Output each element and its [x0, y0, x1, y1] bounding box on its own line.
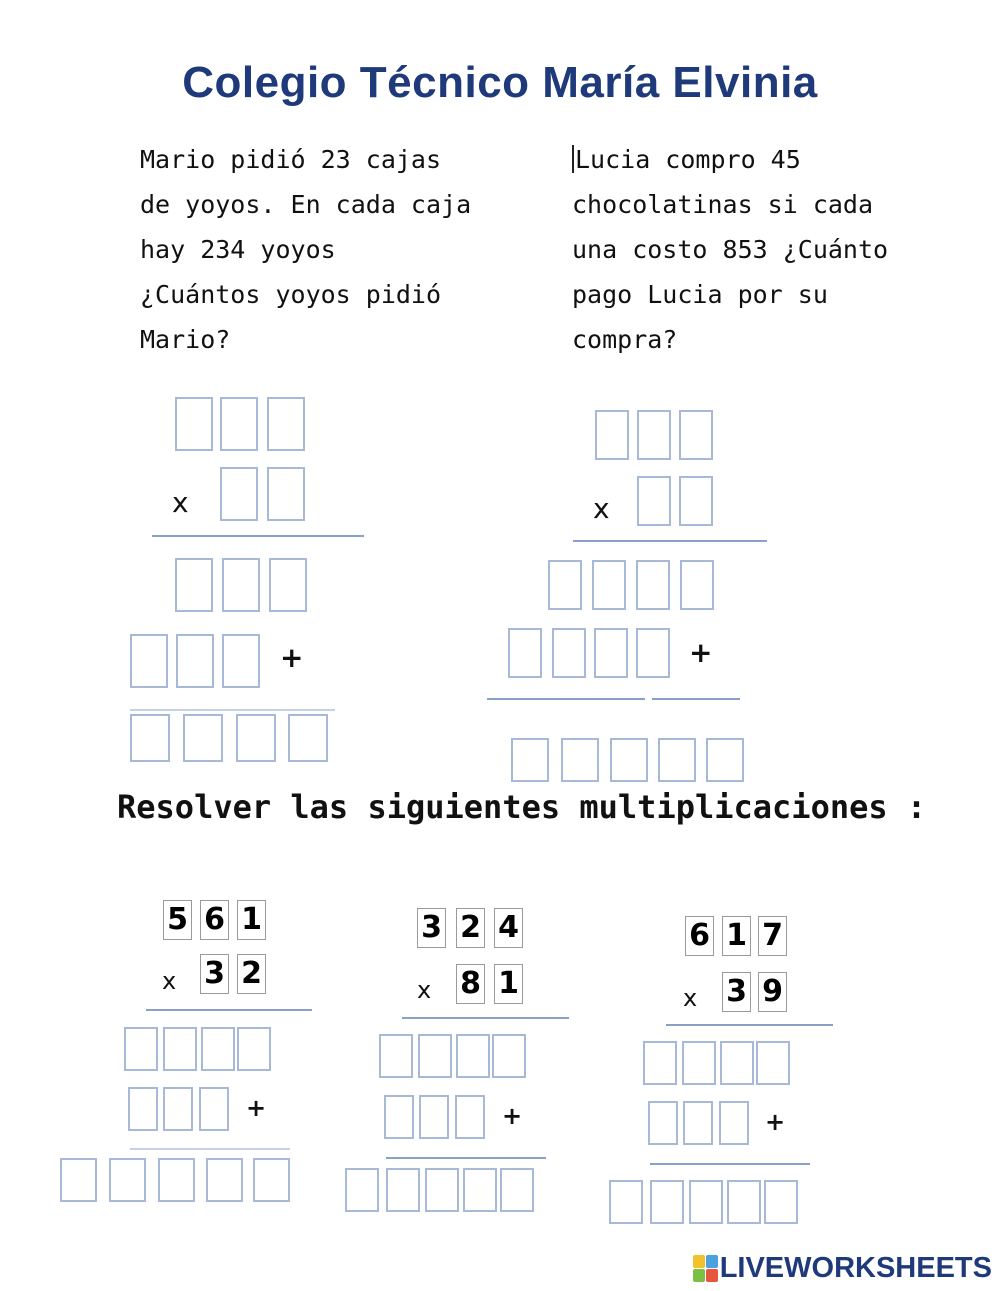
worksheet-title: Colegio Técnico María Elvinia: [182, 58, 818, 107]
answer-box[interactable]: [756, 1041, 790, 1085]
logo-block: [693, 1255, 705, 1268]
answer-box[interactable]: [637, 476, 671, 526]
answer-box[interactable]: [682, 1041, 716, 1085]
answer-box[interactable]: [379, 1034, 413, 1078]
problem-1-line: Mario?: [140, 325, 231, 354]
plus-sign: +: [246, 1094, 267, 1122]
answer-box[interactable]: [643, 1041, 677, 1085]
answer-box[interactable]: [658, 738, 696, 782]
answer-box[interactable]: [158, 1158, 195, 1202]
problem-1-line: de yoyos. En cada caja: [140, 190, 472, 219]
multiplicand-digit: 6: [685, 916, 714, 956]
answer-box[interactable]: [683, 1101, 713, 1145]
answer-box[interactable]: [386, 1168, 420, 1212]
problem-2-line: compra?: [572, 325, 678, 354]
problem-1-line: ¿Cuántos yoyos pidió: [140, 280, 442, 309]
answer-box[interactable]: [720, 1041, 754, 1085]
answer-box[interactable]: [124, 1027, 158, 1071]
answer-box[interactable]: [163, 1027, 197, 1071]
answer-box[interactable]: [130, 714, 170, 762]
problem-2-line: pago Lucia por su: [572, 280, 828, 309]
answer-box[interactable]: [636, 628, 670, 678]
answer-box[interactable]: [175, 558, 213, 612]
sum-line: [402, 1017, 569, 1019]
answer-box[interactable]: [706, 738, 744, 782]
answer-box[interactable]: [548, 560, 582, 610]
plus-sign: +: [280, 641, 304, 674]
plus-sign: +: [765, 1108, 786, 1136]
answer-box[interactable]: [508, 628, 542, 678]
problem-2-line: Lucia compro 45: [575, 145, 801, 174]
answer-box[interactable]: [175, 397, 213, 451]
logo-block: [706, 1269, 718, 1282]
multiplier-digit: 3: [200, 954, 229, 994]
answer-box[interactable]: [455, 1095, 485, 1139]
multiplicand-digit: 2: [456, 908, 485, 948]
answer-box[interactable]: [609, 1180, 643, 1224]
answer-box[interactable]: [764, 1180, 798, 1224]
logo-block: [706, 1255, 718, 1268]
multiplier-digit: 1: [494, 964, 523, 1004]
answer-box[interactable]: [636, 560, 670, 610]
sum-line: [487, 698, 645, 700]
answer-box[interactable]: [500, 1168, 534, 1212]
plus-sign: +: [689, 636, 713, 669]
sum-line: [386, 1157, 546, 1159]
word-problem-1: [140, 137, 471, 362]
answer-box[interactable]: [456, 1034, 490, 1078]
answer-box[interactable]: [269, 558, 307, 612]
logo-blocks-icon: [693, 1255, 718, 1282]
answer-box[interactable]: [594, 628, 628, 678]
answer-box[interactable]: [267, 397, 305, 451]
answer-box[interactable]: [201, 1027, 235, 1071]
answer-box[interactable]: [267, 467, 305, 521]
answer-box[interactable]: [648, 1101, 678, 1145]
times-sign: x: [417, 976, 432, 1004]
plus-sign: +: [502, 1102, 523, 1130]
answer-box[interactable]: [176, 634, 214, 688]
answer-box[interactable]: [679, 410, 713, 460]
answer-box[interactable]: [418, 1034, 452, 1078]
multiplicand-digit: 3: [417, 908, 446, 948]
answer-box[interactable]: [689, 1180, 723, 1224]
answer-box[interactable]: [345, 1168, 379, 1212]
answer-box[interactable]: [650, 1180, 684, 1224]
problem-2-line: chocolatinas si cada: [572, 190, 874, 219]
multiplier-digit: 8: [456, 964, 485, 1004]
answer-box[interactable]: [592, 560, 626, 610]
sum-line: [666, 1024, 833, 1026]
answer-box[interactable]: [220, 397, 258, 451]
logo-block: [693, 1269, 705, 1282]
answer-box[interactable]: [237, 1027, 271, 1071]
answer-box[interactable]: [288, 714, 328, 762]
times-sign: x: [593, 492, 610, 525]
answer-box[interactable]: [384, 1095, 414, 1139]
multiplicand-digit: 7: [758, 916, 787, 956]
answer-box[interactable]: [637, 410, 671, 460]
answer-box[interactable]: [199, 1087, 229, 1131]
multiplicand-digit: 4: [494, 908, 523, 948]
answer-box[interactable]: [552, 628, 586, 678]
answer-box[interactable]: [206, 1158, 243, 1202]
sum-line: [130, 1148, 290, 1150]
multiplier-digit: 3: [722, 972, 751, 1012]
answer-box[interactable]: [679, 476, 713, 526]
answer-box[interactable]: [253, 1158, 290, 1202]
sum-line: [130, 709, 335, 711]
answer-box[interactable]: [163, 1087, 193, 1131]
multiplier-digit: 2: [237, 954, 266, 994]
answer-box[interactable]: [183, 714, 223, 762]
answer-box[interactable]: [220, 467, 258, 521]
multiplicand-digit: 1: [722, 916, 751, 956]
problem-1-line: Mario pidió 23 cajas: [140, 145, 442, 174]
sum-line: [652, 698, 740, 700]
problem-1-line: hay 234 yoyos: [140, 235, 336, 264]
sum-line: [146, 1009, 312, 1011]
answer-box[interactable]: [236, 714, 276, 762]
answer-box[interactable]: [561, 738, 599, 782]
sum-line: [152, 535, 364, 537]
times-sign: x: [172, 486, 189, 519]
answer-box[interactable]: [610, 738, 648, 782]
answer-box[interactable]: [680, 560, 714, 610]
multiplicand-digit: 5: [163, 900, 192, 940]
times-sign: x: [162, 967, 177, 995]
answer-box[interactable]: [128, 1087, 158, 1131]
answer-box[interactable]: [60, 1158, 97, 1202]
answer-box[interactable]: [419, 1095, 449, 1139]
answer-box[interactable]: [511, 738, 549, 782]
answer-box[interactable]: [727, 1180, 761, 1224]
answer-box[interactable]: [425, 1168, 459, 1212]
answer-box[interactable]: [492, 1034, 526, 1078]
answer-box[interactable]: [222, 634, 260, 688]
answer-box[interactable]: [222, 558, 260, 612]
answer-box[interactable]: [719, 1101, 749, 1145]
multiplicand-digit: 6: [200, 900, 229, 940]
problem-2-line: una costo 853 ¿Cuánto: [572, 235, 889, 264]
brand-name: LIVEWORKSHEETS: [719, 1251, 992, 1284]
answer-box[interactable]: [463, 1168, 497, 1212]
liveworksheets-logo[interactable]: [693, 1253, 992, 1283]
times-sign: x: [683, 984, 698, 1012]
word-problem-2: [572, 137, 888, 362]
answer-box[interactable]: [109, 1158, 146, 1202]
multiplier-digit: 9: [758, 972, 787, 1012]
multiplicand-digit: 1: [237, 900, 266, 940]
answer-box[interactable]: [595, 410, 629, 460]
text-cursor: [572, 145, 574, 173]
answer-box[interactable]: [130, 634, 168, 688]
instruction-heading: Resolver las siguientes multiplicaciones :: [117, 788, 927, 826]
sum-line: [650, 1163, 810, 1165]
sum-line: [573, 540, 767, 542]
